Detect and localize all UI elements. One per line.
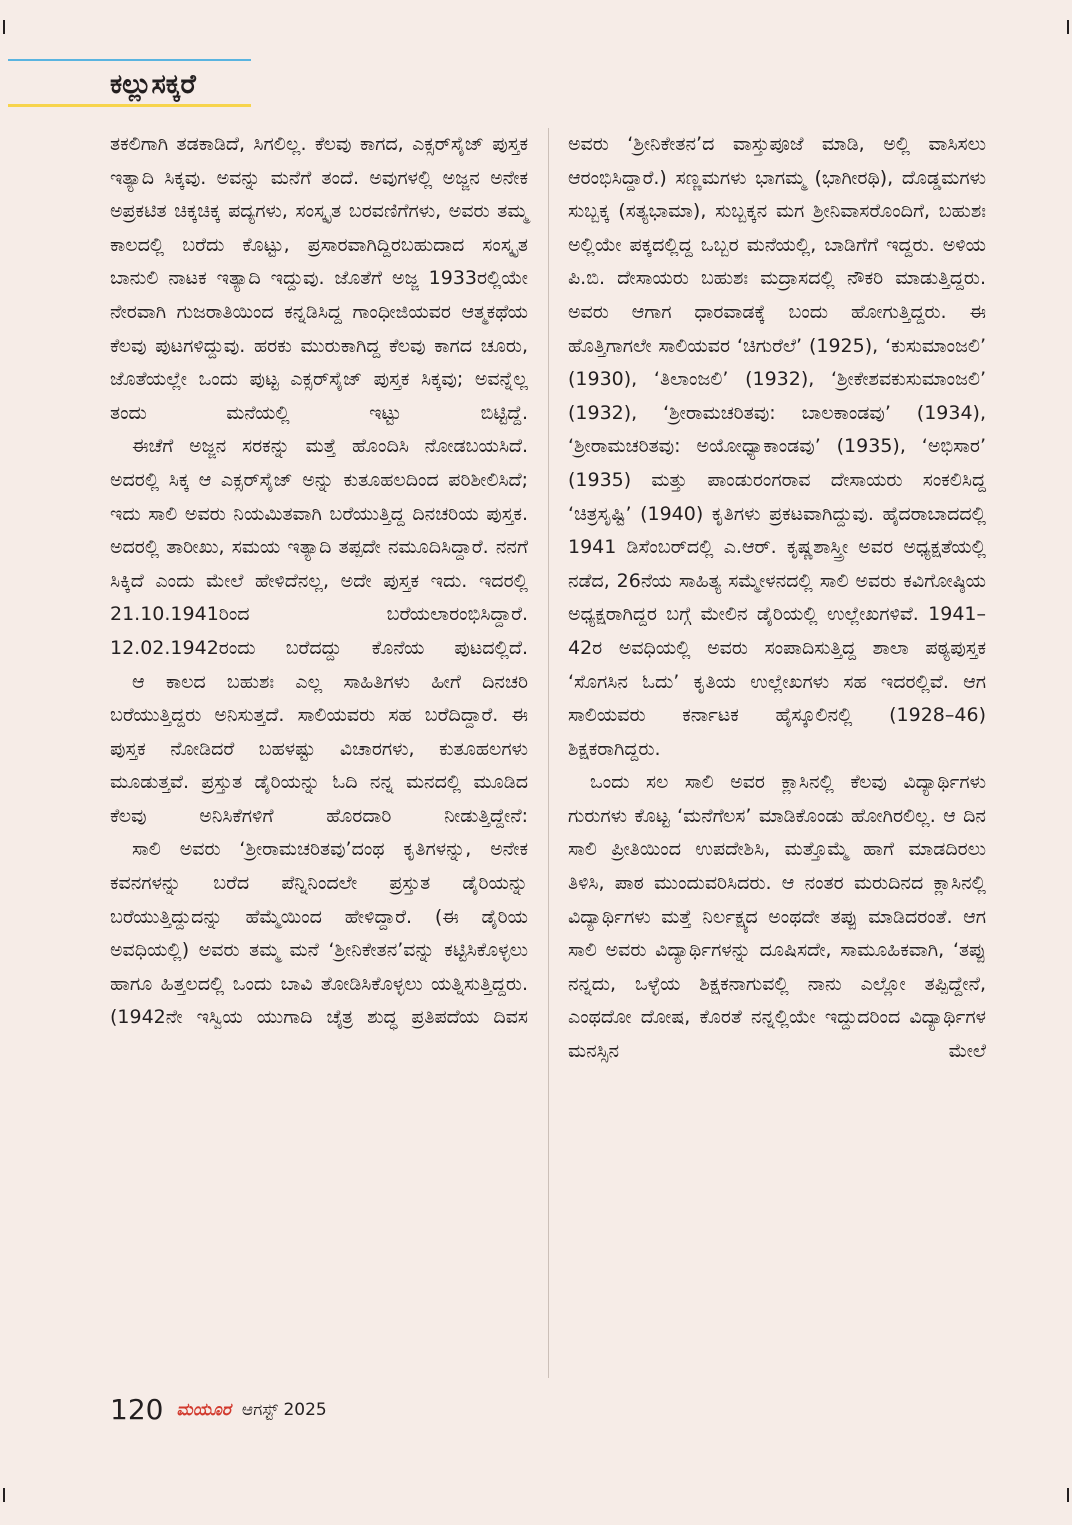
issue-date: ಆಗಸ್ಟ್ 2025: [241, 1400, 327, 1420]
magazine-logo: ಮಯೂರ: [176, 1400, 231, 1420]
paragraph: ಒಂದು ಸಲ ಸಾಲಿ ಅವರ ಕ್ಲಾಸಿನಲ್ಲಿ ಕೆಲವು ವಿದ್ಯಾರ್ಥಿಗಳು ಗುರುಗಳು ಕೊಟ್ಟ ‘ಮನೆಗೆಲಸ’ ಮಾಡಿಕೊಂಡು ಹೋಗಿರಲಿಲ್ಲ. ಆ ದಿನ ಸಾಲಿ ಪ್ರೀತಿಯಿಂದ ಉಪದೇಶಿಸಿ, ಮತ್ತೊಮ್ಮೆ ಹಾಗೆ ಮಾಡದಿರಲು ತಿಳಿಸಿ, ಪಾಠ ಮುಂದುವರಿಸಿದರು. ಆ ನಂತರ ಮರುದಿನದ ಕ್ಲಾಸಿನಲ್ಲಿ ವಿದ್ಯಾರ್ಥಿಗಳು ಮತ್ತೆ ನಿರ್ಲಕ್ಷ್ಯದ ಅಂಥದೇ ತಪ್ಪು ಮಾಡಿದರಂತೆ. ಆಗ ಸಾಲಿ ಅವರು ವಿದ್ಯಾರ್ಥಿಗಳನ್ನು ದೂಷಿಸದೇ, ಸಾಮೂಹಿಕವಾಗಿ, ‘ತಪ್ಪು ನನ್ನದು, ಒಳ್ಳೆಯ ಶಿಕ್ಷಕನಾಗುವಲ್ಲಿ ನಾನು ಎಲ್ಲೋ ತಪ್ಪಿದ್ದೇನೆ, ಎಂಥದೋ ದೋಷ, ಕೊರತೆ ನನ್ನಲ್ಲಿಯೇ ಇದ್ದುದರಿಂದ ವಿದ್ಯಾರ್ಥಿಗಳ ಮನಸ್ಸಿನ ಮೇಲೆ: [568, 771, 986, 1063]
crop-mark-top-left: [3, 20, 5, 34]
paragraph: ತಕಲಿಗಾಗಿ ತಡಕಾಡಿದೆ, ಸಿಗಲಿಲ್ಲ. ಕೆಲವು ಕಾಗದ, ಎಕ್ಸರ್‌ಸೈಜ್ ಪುಸ್ತಕ ಇತ್ಯಾದಿ ಸಿಕ್ಕವು. ಅವನ್ನು ಮನೆಗೆ ತಂದೆ. ಅವುಗಳಲ್ಲಿ ಅಜ್ಜನ ಅನೇಕ ಅಪ್ರಕಟಿತ ಚಿಕ್ಕಚಿಕ್ಕ ಪದ್ಯಗಳು, ಸಂಸ್ಕೃತ ಬರವಣಿಗೆಗಳು, ಅವರು ತಮ್ಮ ಕಾಲದಲ್ಲಿ ಬರೆದು ಕೊಟ್ಟು, ಪ್ರಸಾರವಾಗಿದ್ದಿರಬಹುದಾದ ಸಂಸ್ಕೃತ ಬಾನುಲಿ ನಾಟಕ ಇತ್ಯಾದಿ ಇದ್ದುವು. ಜೊತೆಗೆ ಅಜ್ಜ 1933ರಲ್ಲಿಯೇ ನೇರವಾಗಿ ಗುಜರಾತಿಯಿಂದ ಕನ್ನಡಿಸಿದ್ದ ಗಾಂಧೀಜಿಯವರ ಆತ್ಮಕಥೆಯ ಕೆಲವು ಪುಟಗಳಿದ್ದುವು. ಹರಕು ಮುರುಕಾಗಿದ್ದ ಕೆಲವು ಕಾಗದ ಚೂರು, ಜೊತೆಯಲ್ಲೇ ಒಂದು ಪುಟ್ಟ ಎಕ್ಸರ್‌ಸೈಜ್ ಪುಸ್ತಕ ಸಿಕ್ಕವು; ಅವನ್ನೆಲ್ಲ ತಂದು ಮನೆಯಲ್ಲಿ ಇಟ್ಟು ಬಿಟ್ಟಿದ್ದೆ.: [110, 133, 528, 424]
paragraph: ಈಚೆಗೆ ಅಜ್ಜನ ಸರಕನ್ನು ಮತ್ತೆ ಹೊಂದಿಸಿ ನೋಡಬಯಸಿದೆ. ಅದರಲ್ಲಿ ಸಿಕ್ಕ ಆ ಎಕ್ಸರ್‌ಸೈಜ್ ಅನ್ನು ಕುತೂಹಲದಿಂದ ಪರಿಶೀಲಿಸಿದೆ; ಇದು ಸಾಲಿ ಅವರು ನಿಯಮಿತವಾಗಿ ಬರೆಯುತ್ತಿದ್ದ ದಿನಚರಿಯ ಪುಸ್ತಕ. ಅದರಲ್ಲಿ ತಾರೀಖು, ಸಮಯ ಇತ್ಯಾದಿ ತಪ್ಪದೇ ನಮೂದಿಸಿದ್ದಾರೆ. ನನಗೆ ಸಿಕ್ಕಿದೆ ಎಂದು ಮೇಲೆ ಹೇಳಿದೆನಲ್ಲ, ಅದೇ ಪುಸ್ತಕ ಇದು. ಇದರಲ್ಲಿ 21.10.1941ರಿಂದ ಬರೆಯಲಾರಂಭಿಸಿದ್ದಾರೆ. 12.02.1942ರಂದು ಬರೆದದ್ದು ಕೊನೆಯ ಪುಟದಲ್ಲಿದೆ.: [110, 435, 528, 659]
section-header: [0, 58, 251, 108]
paragraph: ಆ ಕಾಲದ ಬಹುಶಃ ಎಲ್ಲ ಸಾಹಿತಿಗಳು ಹೀಗೆ ದಿನಚರಿ ಬರೆಯುತ್ತಿದ್ದರು ಅನಿಸುತ್ತದೆ. ಸಾಲಿಯವರು ಸಹ ಬರೆದಿದ್ದಾರೆ. ಈ ಪುಸ್ತಕ ನೋಡಿದರೆ ಬಹಳಷ್ಟು ವಿಚಾರಗಳು, ಕುತೂಹಲಗಳು ಮೂಡುತ್ತವೆ. ಪ್ರಸ್ತುತ ಡೈರಿಯನ್ನು ಓದಿ ನನ್ನ ಮನದಲ್ಲಿ ಮೂಡಿದ ಕೆಲವು ಅನಿಸಿಕೆಗಳಿಗೆ ಹೊರದಾರಿ ನೀಡುತ್ತಿದ್ದೇನೆ:: [110, 670, 528, 827]
column-divider: [548, 128, 549, 1378]
paragraph: ಸಾಲಿ ಅವರು ‘ಶ್ರೀರಾಮಚರಿತವು’ದಂಥ ಕೃತಿಗಳನ್ನು, ಅನೇಕ ಕವನಗಳನ್ನು ಬರೆದ ಪೆನ್ನಿನಿಂದಲೇ ಪ್ರಸ್ತುತ ಡೈರಿಯನ್ನು ಬರೆಯುತ್ತಿದ್ದುದನ್ನು ಹೆಮ್ಮೆಯಿಂದ ಹೇಳಿದ್ದಾರೆ. (ಈ ಡೈರಿಯ ಅವಧಿಯಲ್ಲಿ) ಅವರು ತಮ್ಮ ಮನೆ ‘ಶ್ರೀನಿಕೇತನ’ವನ್ನು ಕಟ್ಟಿಸಿಕೊಳ್ಳಲು ಹಾಗೂ ಹಿತ್ತಲದಲ್ಲಿ ಒಂದು ಬಾವಿ ತೋಡಿಸಿಕೊಳ್ಳಲು ಯತ್ನಿಸುತ್ತಿದ್ದರು. (1942ನೇ ಇಸ್ವಿಯ ಯುಗಾದಿ ಚೈತ್ರ ಶುದ್ಧ ಪ್ರತಿಪದೆಯ ದಿವಸ: [110, 838, 528, 1029]
header-rule-top: [8, 59, 251, 61]
crop-mark-bottom-right: [1067, 1488, 1069, 1502]
header-rule-bottom: [8, 104, 251, 107]
left-column: [110, 128, 528, 1035]
paragraph: ಅವರು ‘ಶ್ರೀನಿಕೇತನ’ದ ವಾಸ್ತುಪೂಜೆ ಮಾಡಿ, ಅಲ್ಲಿ ವಾಸಿಸಲು ಆರಂಭಿಸಿದ್ದಾರೆ.) ಸಣ್ಣಮಗಳು ಭಾಗಮ್ಮ (ಭಾಗೀರಥಿ), ದೊಡ್ಡಮಗಳು ಸುಬ್ಬಕ್ಕ (ಸತ್ಯಭಾಮಾ), ಸುಬ್ಬಕ್ಕನ ಮಗ ಶ್ರೀನಿವಾಸರೊಂದಿಗೆ, ಬಹುಶಃ ಅಲ್ಲಿಯೇ ಪಕ್ಕದಲ್ಲಿದ್ದ ಒಬ್ಬರ ಮನೆಯಲ್ಲಿ, ಬಾಡಿಗೆಗೆ ಇದ್ದರು. ಅಳಿಯ ಪಿ.ಬಿ. ದೇಸಾಯರು ಬಹುಶಃ ಮದ್ರಾಸದಲ್ಲಿ ನೌಕರಿ ಮಾಡುತ್ತಿದ್ದರು. ಅವರು ಆಗಾಗ ಧಾರವಾಡಕ್ಕೆ ಬಂದು ಹೋಗುತ್ತಿದ್ದರು. ಈ ಹೊತ್ತಿಗಾಗಲೇ ಸಾಲಿಯವರ ‘ಚಿಗುರೆಲೆ’ (1925), ‘ಕುಸುಮಾಂಜಲಿ’ (1930), ‘ತಿಲಾಂಜಲಿ’ (1932), ‘ಶ್ರೀಕೇಶವಕುಸುಮಾಂಜಲಿ’ (1932), ‘ಶ್ರೀರಾಮಚರಿತವು: ಬಾಲಕಾಂಡವು’ (1934), ‘ಶ್ರೀರಾಮಚರಿತವು: ಅಯೋಧ್ಯಾಕಾಂಡವು’ (1935), ‘ಅಭಿಸಾರ’ (1935) ಮತ್ತು ಪಾಂಡುರಂಗರಾವ ದೇಸಾಯರು ಸಂಕಲಿಸಿದ್ದ ‘ಚಿತ್ರಸೃಷ್ಟಿ’ (1940) ಕೃತಿಗಳು ಪ್ರಕಟವಾಗಿದ್ದುವು. ಹೈದರಾಬಾದದಲ್ಲಿ 1941 ಡಿಸೆಂಬರ್‌ದಲ್ಲಿ ಎ.ಆರ್. ಕೃಷ್ಣಶಾಸ್ತ್ರೀ ಅವರ ಅಧ್ಯಕ್ಷತೆಯಲ್ಲಿ ನಡೆದ, 26ನೆಯ ಸಾಹಿತ್ಯ ಸಮ್ಮೇಳನದಲ್ಲಿ ಸಾಲಿ ಅವರು ಕವಿಗೋಷ್ಠಿಯ ಅಧ್ಯಕ್ಷರಾಗಿದ್ದರ ಬಗ್ಗೆ ಮೇಲಿನ ಡೈರಿಯಲ್ಲಿ ಉಲ್ಲೇಖಗಳಿವೆ. 1941–42ರ ಅವಧಿಯಲ್ಲಿ ಅವರು ಸಂಪಾದಿಸುತ್ತಿದ್ದ ಶಾಲಾ ಪಠ್ಯಪುಸ್ತಕ ‘ಸೊಗಸಿನ ಓದು’ ಕೃತಿಯ ಉಲ್ಲೇಖಗಳು ಸಹ ಇದರಲ್ಲಿವೆ. ಆಗ ಸಾಲಿಯವರು ಕರ್ನಾಟಕ ಹೈಸ್ಕೂಲಿನಲ್ಲಿ (1928–46) ಶಿಕ್ಷಕರಾಗಿದ್ದರು.: [568, 133, 986, 760]
right-column: [568, 128, 986, 1069]
section-title: ಕಲ್ಲುಸಕ್ಕರೆ: [110, 69, 196, 100]
crop-mark-bottom-left: [3, 1488, 5, 1502]
page-footer: [110, 1394, 327, 1426]
crop-mark-top-right: [1067, 20, 1069, 34]
page-number: 120: [110, 1393, 164, 1426]
